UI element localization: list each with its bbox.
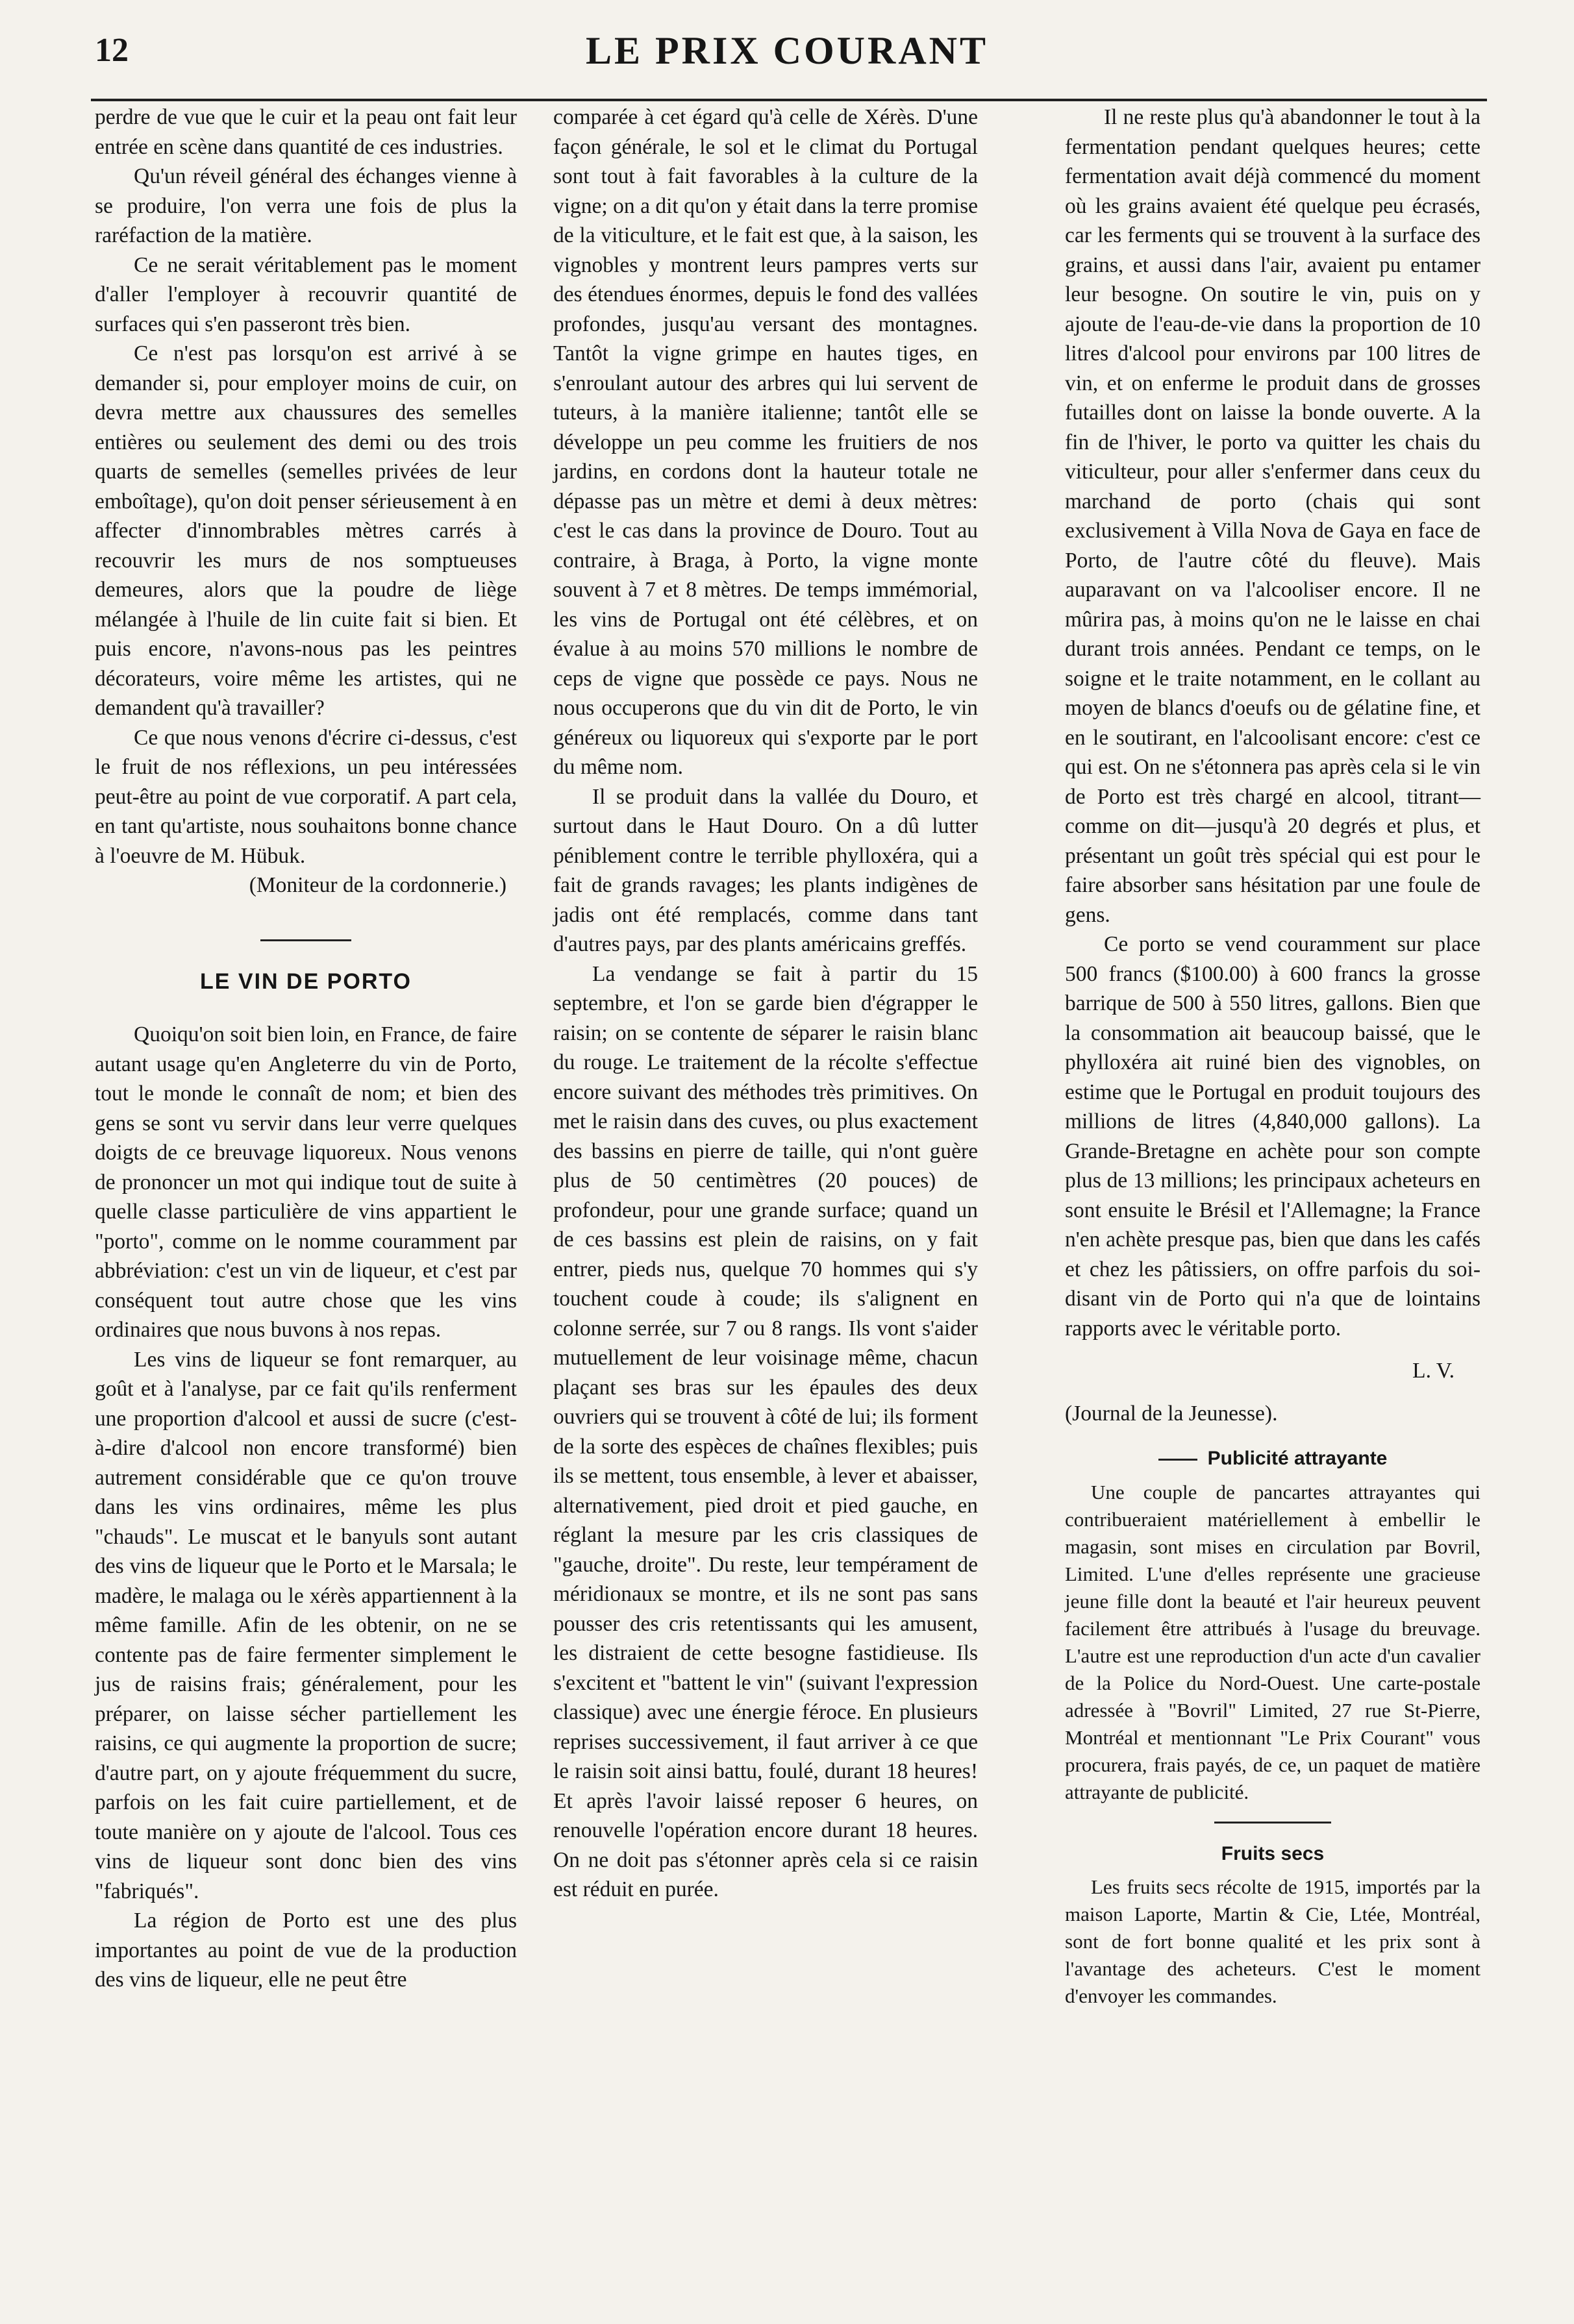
paragraph: Les fruits secs récolte de 1915, importés par la maison Laporte, Martin & Cie, Ltée, Montréal, sont de fort bonne qualité et les prix sont à l'avantage des acheteurs. C'est le moment d'envoyer les commandes. <box>1065 1875 1480 2007</box>
advert-section <box>1065 1479 1480 1806</box>
paragraph: La région de Porto est une des plus importantes au point de vue de la production des vins de liqueur, elle ne peut être <box>95 1909 517 1992</box>
fruits-section <box>1065 1873 1480 2010</box>
section-title <box>1065 1444 1480 1474</box>
paragraph: Une couple de pancartes attrayantes qui contribueraient matériellement à embellir le magasin, sont mises en circulation par Bovril, Limited. L'une d'elles représente une gracieuse jeune fille dont la beauté et l'air heureux peuvent facilement être attribués à l'usage du breuvage. L'autre est une reproduction d'un acte d'un cavalier de la Police du Nord-Ouest. Une carte-postale adressée à "Bovril" Limited, 27 rue St-Pierre, Montréal et mentionnant "Le Prix Courant" vous procurera, frais payés, de ce, un paquet de matière attrayante de publicité. <box>1065 1480 1480 1803</box>
paragraph: Il se produit dans la vallée du Douro, et surtout dans le Haut Douro. On a dû lutter péniblement contre le terrible phylloxéra, qui a fait de grands ravages; les plants indigènes de jadis ont été remplacés, comme dans tant d'autres pays, par des plants américains greffés. <box>553 784 978 956</box>
article-title: LE VIN DE PORTO <box>200 969 412 994</box>
paragraph: La vendange se fait à partir du 15 septembre, et l'on se garde bien d'égrapper le raisin; on se contente de séparer le raisin blanc du rouge. Le traitement de la récolte s'effectue encore suivant des méthodes très primitives. On met le raisin dans des cuves, ou plus exactement des bassins en pierre de taille, qui n'ont guère plus de 50 centimètres (20 pouces) de profondeur, pour une grande surface; quand un de ces bassins est plein de raisins, on y fait entrer, pieds nus, quelque 70 hommes qui s'y touchent coude à coude; ils s'alignent en colonne serrée, sur 7 ou 8 rangs. Ils vont s'aider mutuellement de leur voisinage même, chacun plaçant ses bras sur les épaules des deux ouvriers qui se trouvent à côté de lui; ils forment de la sorte des espèces de chaînes flexibles; puis ils se mettent, tous ensemble, à lever et abaisser, alternativement, pied droit et pied gauche, en réglant la mesure par les cris classiques de "gauche, droite". Du reste, leur tempérament de méridionaux se montre, et ils ne sont pas sans pousser des cris retentissants qui les amusent, les distraient de cette besogne fastidieuse. Ils s'excitent et "battent le vin" (suivant l'expression classique) avec une énergie féroce. En plusieurs reprises successivement, il faut arriver à ce que le raisin soit ainsi battu, foulé, durant 18 heures! Et après l'avoir laissé reposer 6 heures, on renouvelle l'opération encore durant 18 heures. On ne doit pas s'étonner après cela si ce raisin est réduit en purée. <box>553 961 978 1901</box>
column-2 <box>553 103 978 1905</box>
paragraph: perdre de vue que le cuir et la peau ont fait leur entrée en scène dans quantité de ces industries. <box>95 105 517 159</box>
paragraph: Les vins de liqueur se font remarquer, au goût et à l'analyse, par ce fait qu'ils renferment une proportion d'alcool et aussi de sucre (c'est-à-dire d'alcool non encore transformé) bien autrement considérable que ce qu'on trouve dans les vins ordinaires, même les plus "chauds". Le muscat et le banyuls sont autant des vins de liqueur que le Porto et le Marsala; le madère, le malaga ou le xérès appartiennent à la même famille. Afin de les obtenir, on ne se contente pas de faire fermenter simplement le jus de raisins frais; généralement, pour les préparer, on laisse sécher partiellement les raisins, ce qui augmente la proportion de sucre; d'autre part, on y ajoute fréquemment du sucre, parfois on les fait cuire partiellement, et de toute manière on y ajoute de l'alcool. Tous ces vins de liqueur sont donc bien des vins "fabriqués". <box>95 1347 517 1903</box>
page-header <box>0 26 1574 78</box>
section-divider <box>1214 1822 1331 1823</box>
paragraph: Il ne reste plus qu'à abandonner le tout à la fermentation pendant quelques heures; cette fermentation avait déjà commencé du moment où les grains avaient été quelque peu écrasés, car les ferments qui se trouvent à la surface des grains, et aussi dans l'air, avaient pu entamer leur besogne. On soutire le vin, puis on y ajoute de l'eau-de-vie dans la proportion de 10 litres d'alcool pour environs par 100 litres de vin, et on enferme le produit dans de grosses futailles dont on laisse la bonde ouverte. A la fin de l'hiver, le porto va quitter les chais du viticulteur, pour aller s'enfermer dans ceux du marchand de porto (chais qui sont exclusivement à Villa Nova de Gaya en face de Porto, de l'autre côté du fleuve). Mais auparavant on va l'alcooliser encore. Il ne mûrira pas, à moins qu'on ne le laisse en chai durant trois années. Pendant ce temps, on le soigne et le traite notamment, en le collant au moyen de blancs d'oeufs ou de gélatine fine, et en le soutirant, en l'alcoolisant encore: c'est ce qui est. On ne s'étonnera pas après cela si le vin de Porto est très chargé en alcool, titrant—comme on dit—jusqu'à 20 degrés et plus, et présentant un goût très spécial qui est pour le faire absorber sans hésitation par une foule de gens. <box>1065 105 1480 927</box>
source-credit: (Moniteur de la cordonnerie.) <box>249 873 506 897</box>
paragraph: Ce n'est pas lorsqu'on est arrivé à se demander si, pour employer moins de cuir, on devra mettre aux chaussures des semelles entières ou seulement des demi ou des trois quarts de semelles (semelles privées de leur emboîtage), qu'on doit penser sérieusement à en affecter d'innombrables mètres carrés à recouvrir les murs de nos somptueuses demeures, alors que la poudre de liège mélangée à l'huile de lin cuite fait si bien. Et puis encore, n'avons-nous pas les peintres décorateurs, voire même les artistes, qui ne demandent qu'à travailler? <box>95 341 517 720</box>
article-divider <box>260 939 351 941</box>
paragraph: Quoiqu'on soit bien loin, en France, de faire autant usage qu'en Angleterre du vin de Porto, tout le monde le connaît de nom; et bien des gens se sont vu servir dans leur verre quelques doigts de ce breuvage liquoreux. Nous venons de prononcer un mot qui indique tout de suite à quelle classe particulière de vins appartient le "porto", comme on le nomme couramment par abbréviation: c'est un vin de liqueur, et c'est par conséquent tout autre chose que les vins ordinaires que nous buvons à nos repas. <box>95 1022 517 1342</box>
paragraph: Ce ne serait véritablement pas le moment d'aller l'employer à recouvrir quantité de surfaces qui s'en passeront très bien. <box>95 253 517 336</box>
author-initials: L. V. <box>1412 1359 1455 1383</box>
section-title: Fruits secs <box>1221 1842 1325 1864</box>
page-number: 12 <box>95 32 129 69</box>
title-dash <box>1158 1459 1197 1461</box>
paragraph: Ce que nous venons d'écrire ci-dessus, c'est le fruit de nos réflexions, un peu intéressées peut-être au point de vue corporatif. A part cela, en tant qu'artiste, nous souhaitons bonne chance à l'oeuvre de M. Hübuk. <box>95 725 517 868</box>
header-rule <box>91 99 1487 101</box>
paragraph: comparée à cet égard qu'à celle de Xérès. D'une façon générale, le sol et le climat du Portugal sont tout à fait favorables à la culture de la vigne; on a dit qu'on y était dans la terre promise de la viticulture, et le fait est que, à la saison, les vignobles y montrent leurs pampres verts sur des étendues énormes, depuis le fond des vallées profondes, jusqu'au versant des montagnes. Tantôt la vigne grimpe en hautes tiges, en s'enroulant autour des arbres qui lui servent de tuteurs, à la manière italienne; tantôt elle se développe un peu comme les fruitiers de nos jardins, en cordons dont la hauteur totale ne dépasse pas un mètre et demi à deux mètres: c'est le cas dans la province de Douro. Tout au contraire, à Braga, à Porto, la vigne monte souvent à 7 et 8 mètres. De temps immémorial, les vins de Portugal ont été célèbres, et on évalue à au moins 570 millions le nombre de ceps de vigne que possède ce pays. Nous ne nous occuperons que du vin dit de Porto, le vin généreux ou liquoreux qui s'exporte par le port du même nom. <box>553 105 978 779</box>
section-title-text: Publicité attrayante <box>1207 1448 1388 1469</box>
paragraph: Ce porto se vend couramment sur place 500 francs ($100.00) à 600 francs la grosse barrique de 500 à 550 litres, gallons. Bien que la consommation ait beaucoup baissé, que le phylloxéra ait ruiné bien des vignobles, on estime que le Portugal en produit toujours des millions de litres (4,840,000 gallons). La Grande-Bretagne en achète pour son compte plus de 13 millions; les principaux acheteurs en sont ensuite le Brésil et l'Allemagne; la France n'en achète presque pas, bien que dans les cafés et chez les pâtissiers, on offre parfois du soi-disant vin de Porto qui n'a que de lointains rapports avec le véritable porto. <box>1065 932 1480 1341</box>
column-1 <box>95 103 517 1995</box>
column-3 <box>1065 103 1480 2010</box>
journal-title: LE PRIX COURANT <box>585 29 989 72</box>
paragraph: Qu'un réveil général des échanges vienne à se produire, l'on verra une fois de plus la raréfaction de la matière. <box>95 164 517 247</box>
source-credit: (Journal de la Jeunesse). <box>1065 1401 1278 1426</box>
